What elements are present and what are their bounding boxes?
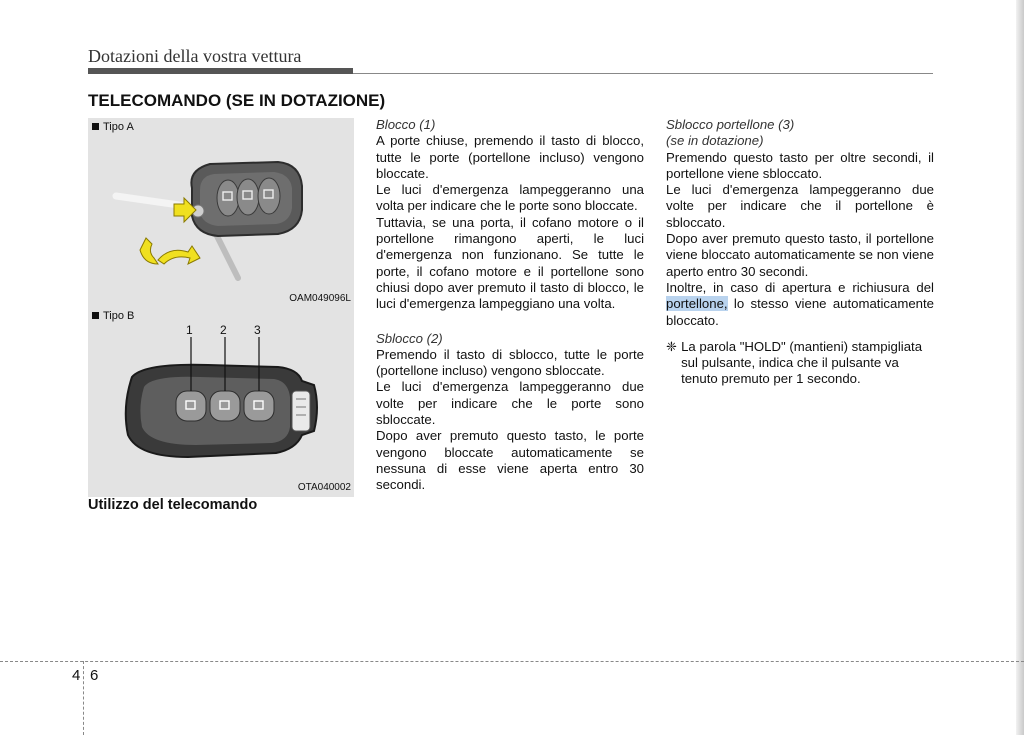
figure-key-type-b bbox=[88, 307, 354, 497]
figure-caption: Utilizzo del telecomando bbox=[88, 497, 258, 513]
footer-divider bbox=[83, 661, 84, 735]
running-header: Dotazioni della vostra vettura bbox=[88, 46, 302, 66]
section-title: TELECOMANDO (SE IN DOTAZIONE) bbox=[88, 91, 386, 110]
note-symbol-icon: ❈ bbox=[666, 338, 678, 354]
column-right bbox=[666, 117, 934, 388]
callout-2: 2 bbox=[220, 323, 227, 337]
header-rule bbox=[353, 73, 933, 74]
figure-label-a: Tipo A bbox=[92, 121, 134, 133]
figure-code-b: OTA040002 bbox=[297, 482, 351, 493]
paragraph: Dopo aver premuto questo tasto, le porte vengono bloccate automaticamente se nessuna di esse viene aperta entro 30 secondi. bbox=[376, 428, 644, 493]
paragraph: Premendo questo tasto per oltre secondi, il portellone viene sbloccato. bbox=[666, 149, 934, 181]
heading-optional-note: (se in dotazione) bbox=[666, 133, 764, 149]
paragraph: Tuttavia, se una porta, il cofano motore o il portellone rimangono aperti, le luci d'emergenza non funzionano. Se tutte le porte, il cofano motore e il portellone sono chiusi dopo aver premuto il tasto di blocco, le luci d'emergenza lampeggiano una volta. bbox=[376, 214, 644, 312]
footer-rule bbox=[0, 661, 1024, 662]
paragraph: Le luci d'emergenza lampeggeranno due volte per indicare che le porte sono sbloccate. bbox=[376, 379, 644, 428]
paragraph: Dopo aver premuto questo tasto, il portellone viene bloccato automaticamente se non viene aperto entro 30 secondi. bbox=[666, 231, 934, 279]
page-number: 6 bbox=[90, 667, 99, 684]
page-chapter: 4 bbox=[72, 667, 81, 684]
column-middle bbox=[376, 117, 644, 494]
heading-sblocco: Sblocco (2) bbox=[376, 330, 443, 346]
hold-note bbox=[666, 339, 934, 388]
figure-key-type-a bbox=[88, 118, 354, 308]
page-edge-shadow bbox=[1016, 0, 1024, 735]
heading-blocco: Blocco (1) bbox=[376, 117, 436, 132]
text-selection[interactable]: portellone, bbox=[666, 296, 728, 312]
folding-key-illustration bbox=[88, 118, 354, 308]
note-text: La parola "HOLD" (mantieni) stampigliata sul pulsante, indica che il pulsante va tenuto premuto per 1 secondo. bbox=[681, 338, 923, 387]
figure-label-b: Tipo B bbox=[92, 310, 134, 322]
callout-1: 1 bbox=[186, 323, 193, 337]
callout-3: 3 bbox=[254, 323, 261, 337]
paragraph: Le luci d'emergenza lampeggeranno una volta per indicare che le porte sono bloccate. bbox=[376, 182, 644, 214]
paragraph: Inoltre, in caso di apertura e richiusura del portellone, lo stesso viene automaticamente bloccato. bbox=[666, 279, 934, 328]
paragraph: Premendo il tasto di sblocco, tutte le porte (portellone incluso) vengono sbloccate. bbox=[376, 346, 644, 379]
paragraph: Le luci d'emergenza lampeggeranno due volte per indicare che il portellone è sbloccato. bbox=[666, 182, 934, 230]
figure-code-a: OAM049096L bbox=[289, 293, 351, 304]
heading-sblocco-portellone: Sblocco portellone (3) bbox=[666, 117, 795, 132]
header-bar bbox=[88, 68, 353, 74]
paragraph: A porte chiuse, premendo il tasto di blocco, tutte le porte (portellone incluso) vengono bloccate. bbox=[376, 133, 644, 181]
